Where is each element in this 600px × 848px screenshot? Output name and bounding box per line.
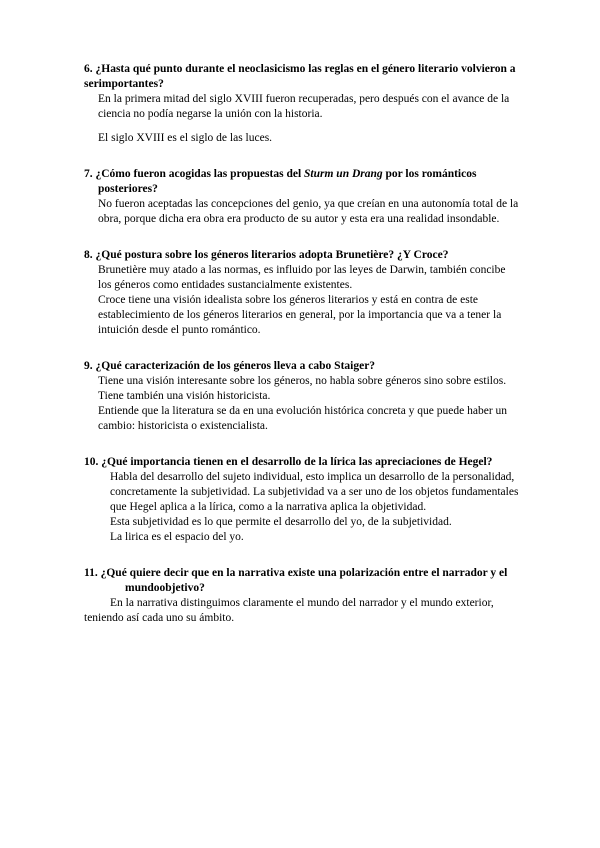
answer-block-9 xyxy=(84,374,520,434)
qa-item-7 xyxy=(84,167,520,227)
answer-paragraph: Tiene también una visión historicista. xyxy=(98,390,271,402)
answer-paragraph: Brunetière muy atado a las normas, es influido por las leyes de Darwin, también concibe los géneros como entidades sustancialmente existentes. xyxy=(98,264,506,291)
question-italic-term: Sturm un Drang xyxy=(304,168,383,180)
answer-paragraph: Tiene una visión interesante sobre los géneros, no habla sobre géneros sino sobre estilos. xyxy=(98,375,507,387)
question-text-6: 6. ¿Hasta qué punto durante el neoclasicismo las reglas en el género literario volvieron a serimportantes? xyxy=(84,63,516,90)
qa-item-9 xyxy=(84,359,520,434)
question-text-part: por los románticos posteriores? xyxy=(98,168,477,195)
answer-block-10 xyxy=(84,470,520,545)
answer-paragraph: Croce tiene una visión idealista sobre los géneros literarios y está en contra de este establecimiento de los géneros literarios en general, por la importancia que va a tener la intuición desde el punto romántico. xyxy=(98,294,502,336)
answer-block-11 xyxy=(84,596,520,626)
answer-paragraph: El siglo XVIII es el siglo de las luces. xyxy=(98,132,273,144)
qa-item-6 xyxy=(84,62,520,146)
answer-block-8 xyxy=(84,263,520,338)
answer-block-7 xyxy=(84,197,520,227)
question-text-8: 8. ¿Qué postura sobre los géneros literarios adopta Brunetière? ¿Y Croce? xyxy=(84,249,449,261)
answer-paragraph: Esta subjetividad es lo que permite el desarrollo del yo, de la subjetividad. xyxy=(110,516,452,528)
question-text-11: 11. ¿Qué quiere decir que en la narrativa existe una polarización entre el narrador y el mundoobjetivo? xyxy=(84,567,508,594)
answer-paragraph: En la narrativa distinguimos claramente el mundo del narrador y el mundo exterior, teniendo así cada uno su ámbito. xyxy=(84,597,494,624)
answer-paragraph: En la primera mitad del siglo XVIII fueron recuperadas, pero después con el avance de la ciencia no podía negarse la unión con la historia. xyxy=(98,93,510,120)
answer-paragraph: No fueron aceptadas las concepciones del genio, ya que creían en una autonomía total de la obra, porque dicha era obra era producto de su autor y esta era una realidad insondable. xyxy=(98,198,519,225)
answer-block-6 xyxy=(84,92,520,146)
qa-item-8 xyxy=(84,248,520,338)
qa-item-10 xyxy=(84,455,520,545)
question-text-part: 7. ¿Cómo fueron acogidas las propuestas del xyxy=(84,168,305,180)
answer-paragraph: Habla del desarrollo del sujeto individual, esto implica un desarrollo de la personalidad, concretamente la subjetividad. La subjetividad va a ser uno de los objetos fundamentales que Hegel aplica a la lírica, como a la narrativa aplica la objetividad. xyxy=(110,471,519,513)
question-text-9: 9. ¿Qué caracterización de los géneros lleva a cabo Staiger? xyxy=(84,360,376,372)
answer-paragraph: Entiende que la literatura se da en una evolución histórica concreta y que puede haber un cambio: historicista o existencialista. xyxy=(98,405,508,432)
answer-paragraph: La lirica es el espacio del yo. xyxy=(110,531,244,543)
question-text-7 xyxy=(84,167,520,197)
question-text-10: 10. ¿Qué importancia tienen en el desarrollo de la lírica las apreciaciones de Hegel? xyxy=(84,456,493,468)
qa-item-11 xyxy=(84,566,520,626)
